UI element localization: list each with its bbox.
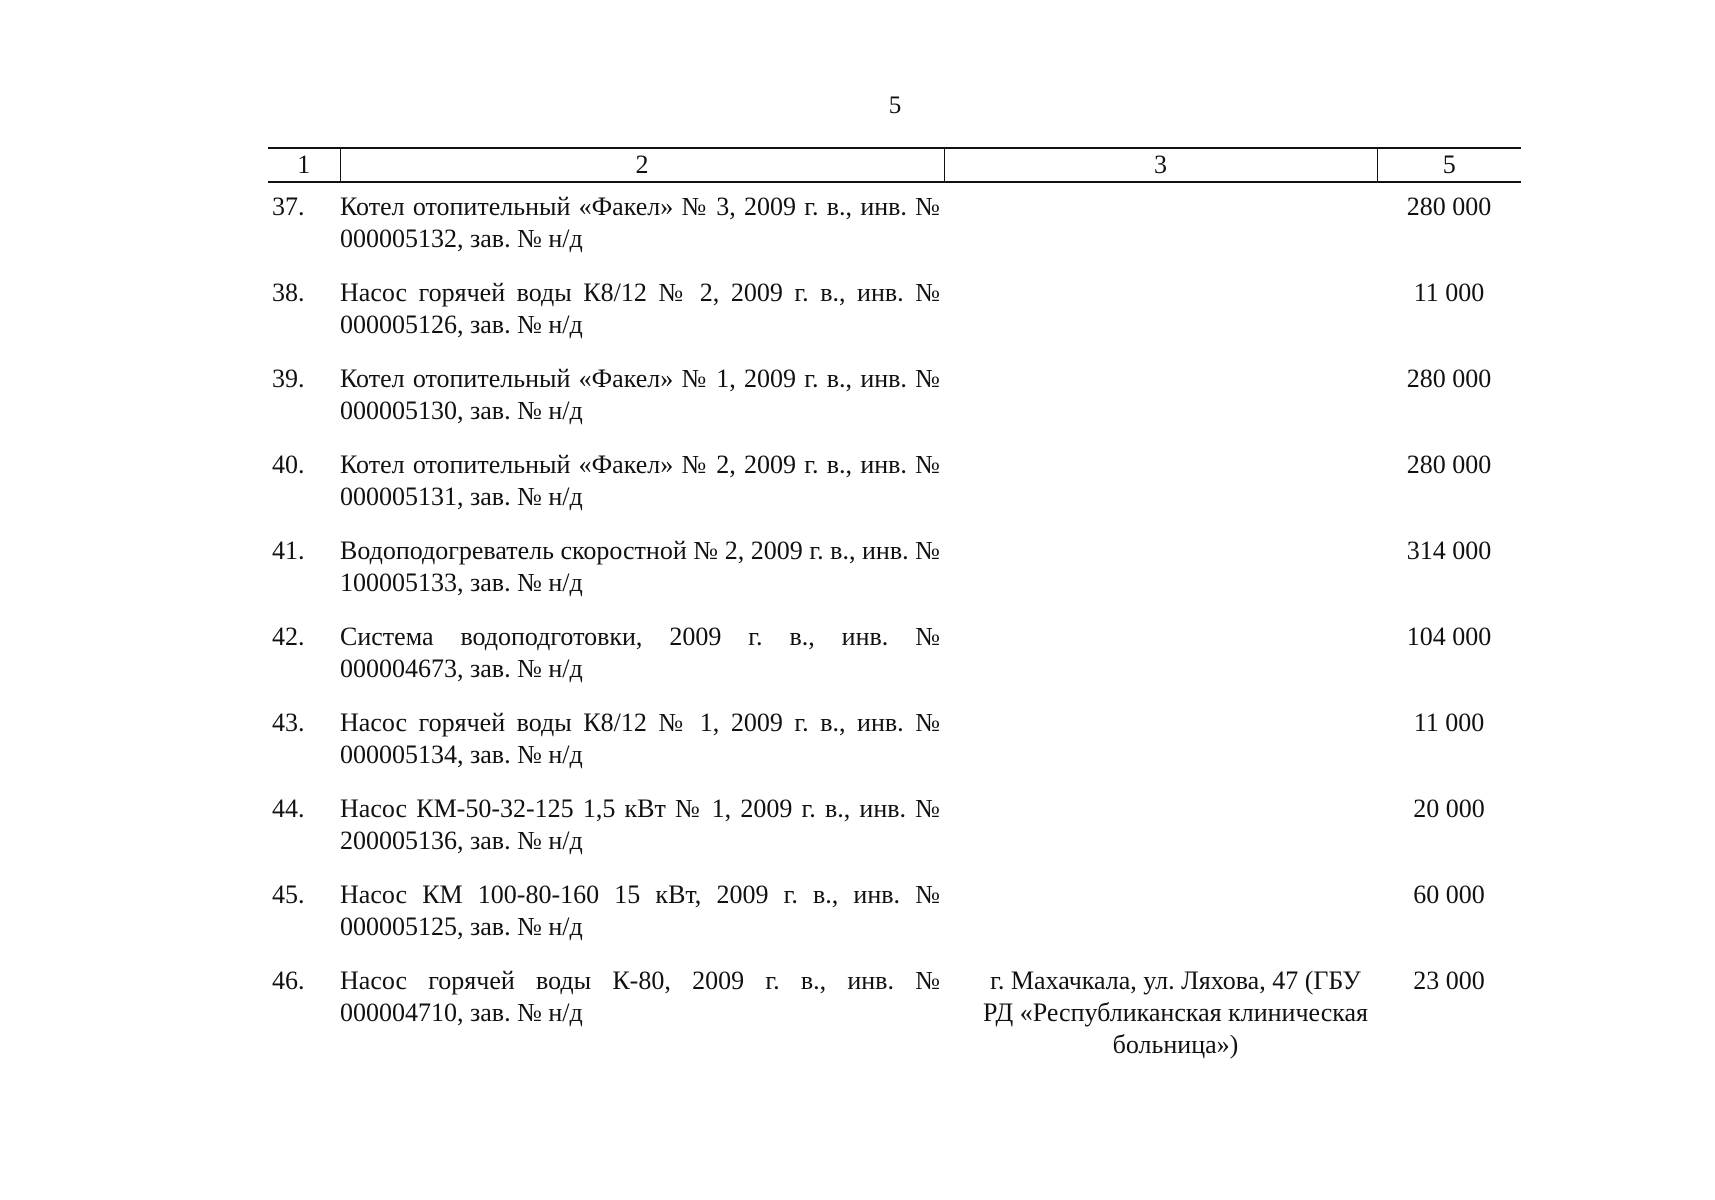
row-value: 11 000 — [1413, 708, 1485, 737]
row-description: Котел отопительный «Факел» № 2, 2009 г. в., инв. № 000005131, зав. № н/д — [340, 450, 940, 511]
table-row — [268, 524, 1521, 610]
row-value: 60 000 — [1413, 880, 1485, 909]
row-number: 38. — [272, 278, 305, 307]
row-location: г. Махачкала, ул. Ляхова, 47 (ГБУ РД «Республиканская клиническая больница») — [983, 966, 1368, 1059]
row-value: 280 000 — [1406, 364, 1492, 393]
row-value: 314 000 — [1406, 536, 1492, 565]
row-number: 42. — [272, 622, 305, 651]
row-description: Котел отопительный «Факел» № 1, 2009 г. в., инв. № 000005130, зав. № н/д — [340, 364, 940, 425]
table-row — [268, 696, 1521, 782]
row-location — [944, 438, 1377, 524]
header-col-location: 3 — [944, 148, 1377, 182]
row-description: Насос КМ-50-32-125 1,5 кВт № 1, 2009 г. в., инв. № 200005136, зав. № н/д — [340, 794, 940, 855]
table-header — [268, 148, 1521, 182]
table-body — [268, 182, 1521, 1072]
inventory-table — [268, 147, 1521, 1072]
row-value: 104 000 — [1406, 622, 1492, 651]
table-row — [268, 610, 1521, 696]
row-description: Система водоподготовки, 2009 г. в., инв. № 000004673, зав. № н/д — [340, 622, 940, 683]
table-row — [268, 266, 1521, 352]
row-location — [944, 696, 1377, 782]
row-description: Насос горячей воды К-80, 2009 г. в., инв. № 000004710, зав. № н/д — [340, 966, 940, 1027]
row-value: 11 000 — [1413, 278, 1485, 307]
header-col-value: 5 — [1377, 148, 1521, 182]
header-row — [268, 148, 1521, 182]
row-value: 23 000 — [1413, 966, 1485, 995]
table-row — [268, 782, 1521, 868]
header-col-description: 2 — [340, 148, 944, 182]
row-number: 37. — [272, 192, 305, 221]
row-location — [944, 868, 1377, 954]
table-row — [268, 438, 1521, 524]
row-location — [944, 524, 1377, 610]
row-value: 20 000 — [1413, 794, 1485, 823]
row-description: Насос горячей воды К8/12 № 1, 2009 г. в., инв. № 000005134, зав. № н/д — [340, 708, 940, 769]
row-location — [944, 782, 1377, 868]
row-description: Насос горячей воды К8/12 № 2, 2009 г. в., инв. № 000005126, зав. № н/д — [340, 278, 940, 339]
row-number: 46. — [272, 966, 305, 995]
row-description: Насос КМ 100-80-160 15 кВт, 2009 г. в., инв. № 000005125, зав. № н/д — [340, 880, 940, 941]
header-col-number: 1 — [268, 148, 340, 182]
page-number: 5 — [888, 92, 902, 119]
table-row — [268, 954, 1521, 1072]
table-row — [268, 182, 1521, 266]
row-number: 45. — [272, 880, 305, 909]
row-location — [944, 610, 1377, 696]
row-number: 44. — [272, 794, 305, 823]
row-number: 43. — [272, 708, 305, 737]
row-number: 39. — [272, 364, 305, 393]
table-row — [268, 352, 1521, 438]
row-number: 41. — [272, 536, 305, 565]
table-row — [268, 868, 1521, 954]
row-number: 40. — [272, 450, 305, 479]
row-location — [944, 266, 1377, 352]
row-description: Водоподогреватель скоростной № 2, 2009 г. в., инв. № 100005133, зав. № н/д — [340, 536, 940, 597]
row-value: 280 000 — [1406, 450, 1492, 479]
row-value: 280 000 — [1406, 192, 1492, 221]
row-location — [944, 352, 1377, 438]
row-description: Котел отопительный «Факел» № 3, 2009 г. в., инв. № 000005132, зав. № н/д — [340, 192, 940, 253]
row-location — [944, 182, 1377, 266]
